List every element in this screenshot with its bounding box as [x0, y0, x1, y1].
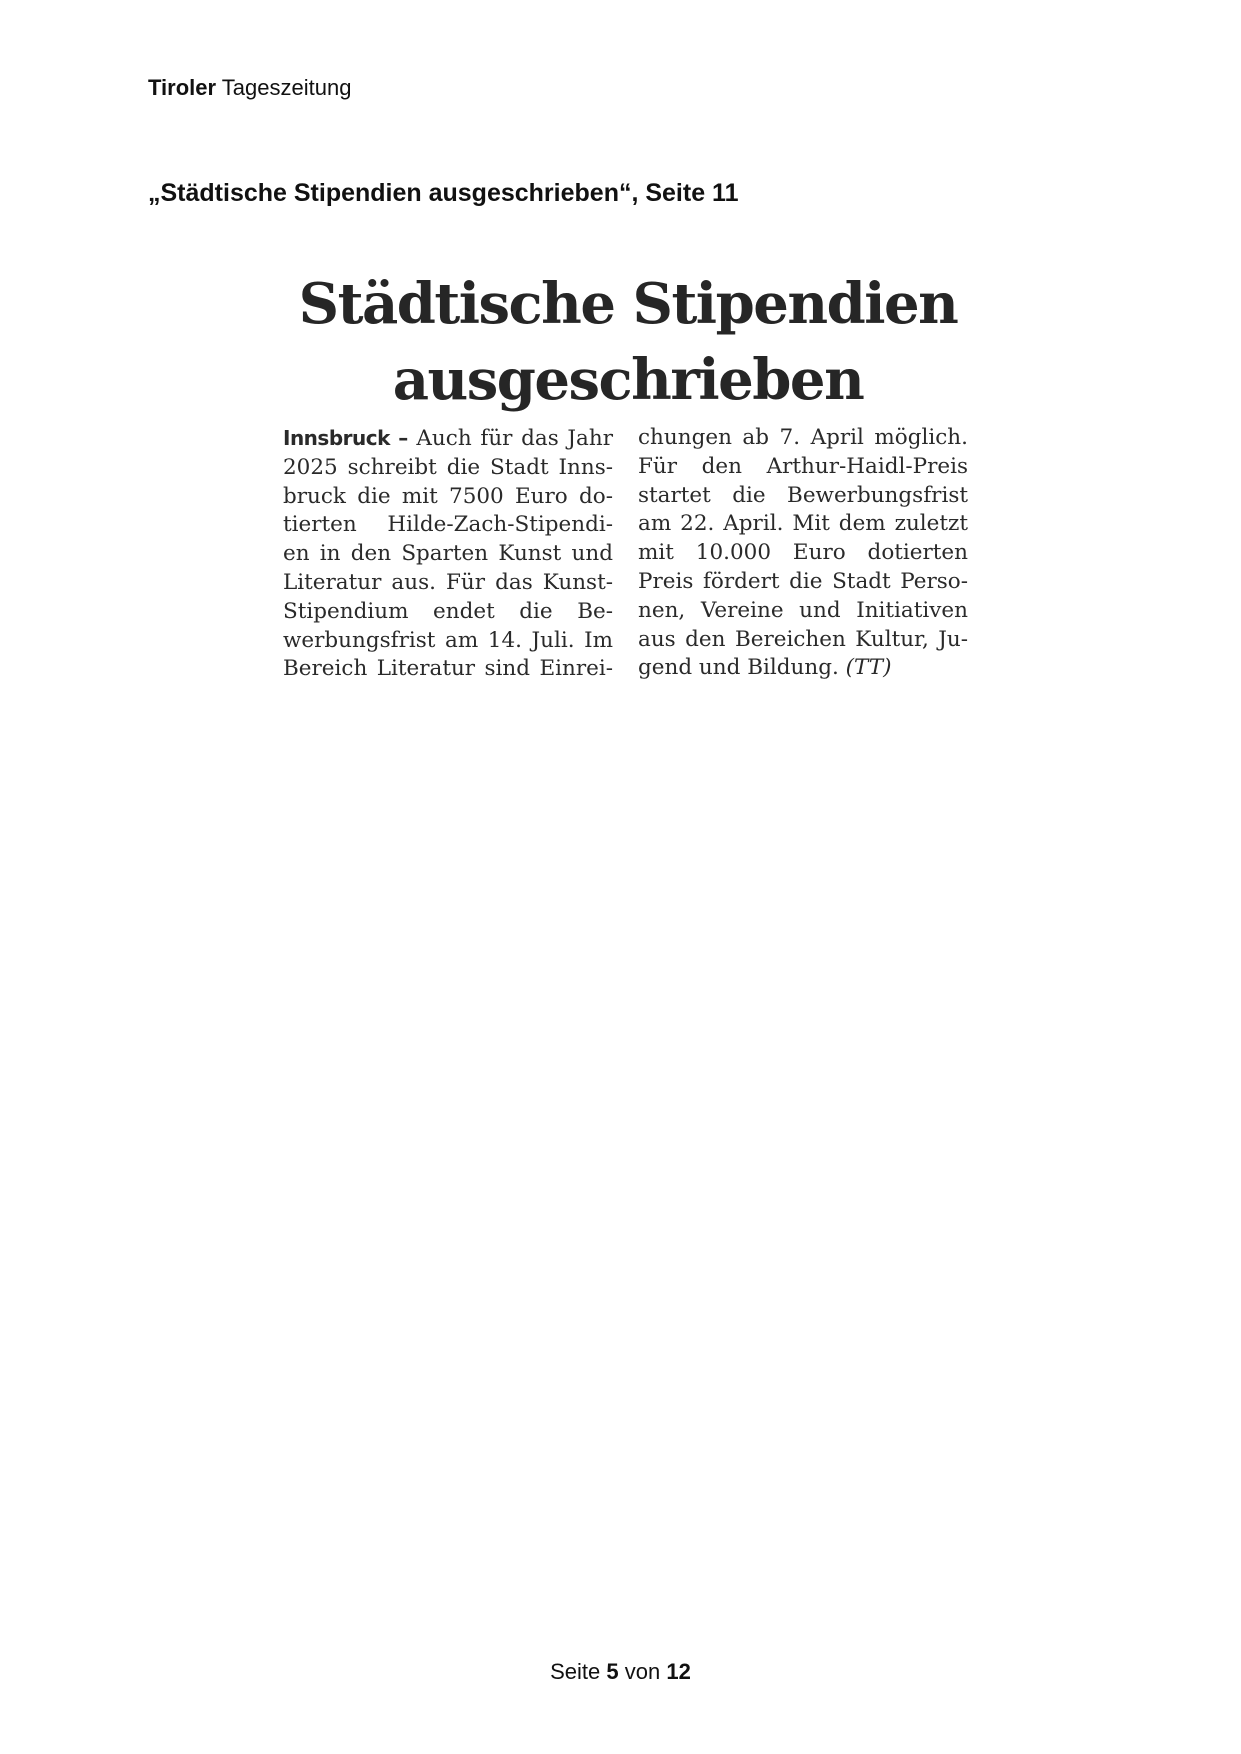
article-line: en in den Sparten Kunst und [283, 541, 613, 567]
headline-line-2: ausgeschrieben [392, 347, 864, 413]
newspaper-clipping [278, 266, 978, 684]
article-column-left [283, 424, 613, 684]
article-line: bruck die mit 7500 Euro do- [283, 483, 613, 509]
article-line: Stipendium endet die Be- [283, 598, 613, 624]
article-line: aus den Bereichen Kultur, Ju- [638, 626, 968, 652]
page-current: 5 [606, 1659, 619, 1684]
publication-name-bold: Tiroler [148, 75, 217, 100]
document-title: „Städtische Stipendien ausgeschrieben“, Seite 11 [148, 179, 739, 207]
article-line [283, 424, 613, 454]
article-dateline: Innsbruck – [283, 426, 408, 450]
article-line: startet die Bewerbungsfrist [638, 482, 968, 508]
page-label: Seite [550, 1659, 601, 1684]
article-line-text: gend und Bildung. [638, 655, 839, 681]
article-line [638, 654, 968, 683]
publication-name [148, 74, 351, 102]
article-line: Bereich Literatur sind Einrei- [283, 656, 613, 682]
page-separator: von [624, 1659, 661, 1684]
article-line: tierten Hilde-Zach-Stipendi- [283, 512, 613, 538]
article-line: Für den Arthur-Haidl-Preis [638, 453, 968, 479]
publication-name-regular: Tageszeitung [221, 75, 352, 100]
article-line-text: Auch für das Jahr [416, 426, 613, 451]
page-number [0, 1658, 1241, 1686]
article-line: mit 10.000 Euro dotierten [638, 540, 968, 566]
headline-line-1: Städtische Stipendien [298, 271, 958, 337]
article-line: 2025 schreibt die Stadt Inns- [283, 454, 613, 480]
article-line: Preis fördert die Stadt Perso- [638, 568, 968, 594]
article-line: chungen ab 7. April möglich. [638, 425, 968, 450]
article-headline [278, 266, 978, 418]
page-total: 12 [666, 1659, 691, 1684]
article-line: am 22. April. Mit dem zuletzt [638, 511, 968, 537]
article-source: (TT) [845, 655, 892, 681]
article-column-right [638, 424, 968, 683]
article-line: nen, Vereine und Initiativen [638, 597, 968, 623]
article-body [278, 424, 978, 684]
article-line: Literatur aus. Für das Kunst- [283, 569, 613, 595]
article-line: werbungsfrist am 14. Juli. Im [283, 627, 613, 653]
